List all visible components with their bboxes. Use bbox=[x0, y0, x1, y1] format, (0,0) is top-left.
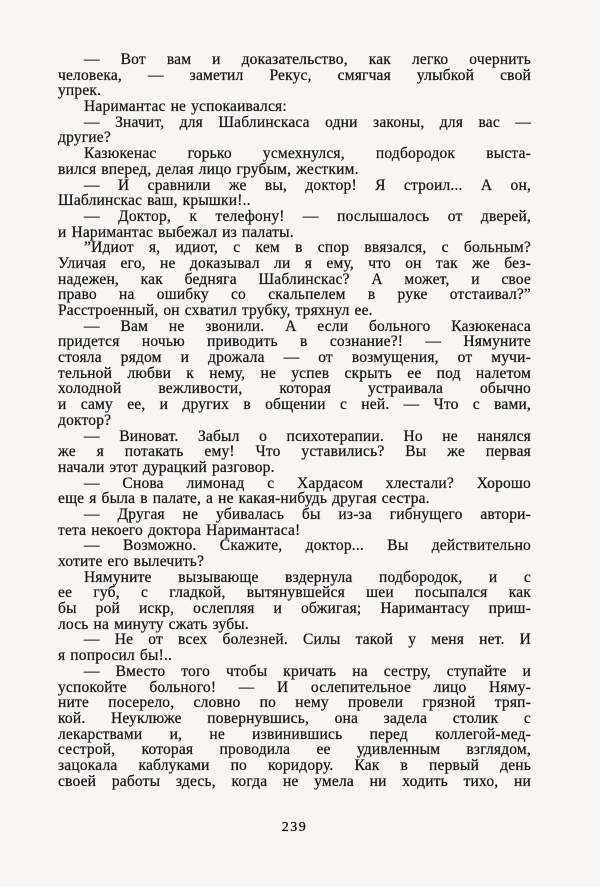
text-line: хотите его вылечить? bbox=[58, 553, 205, 570]
text-line: ее губ, с гладкой, вытянувшейся шеи посыпался как bbox=[58, 584, 531, 602]
text-line: вился вперед, делая лицо грубым, жестким. bbox=[58, 160, 359, 178]
page-number: 239 bbox=[281, 820, 308, 835]
text-line: — Виноват. Забыл о психотерапии. Но не нанялся bbox=[84, 427, 531, 445]
text-line: право на ошибку со скальпелем в руке отстаивал?” bbox=[58, 286, 531, 304]
page-text bbox=[58, 52, 531, 789]
text-line: упрек. bbox=[58, 82, 102, 100]
text-line: ните посерело, словно по нему провели грязной тряп- bbox=[58, 694, 531, 712]
text-line: — Значит, для Шаблинскаса одни законы, для вас — bbox=[84, 113, 531, 131]
text-line: Расстроенный, он схватил трубку, тряхнул ее. bbox=[58, 302, 373, 319]
text-line: — Вот вам и доказательство, как легко очернить bbox=[84, 51, 531, 68]
text-line: — Возможно. Скажите, доктор... Вы действительно bbox=[84, 537, 531, 555]
text-line: начали этот дурацкий разговор. bbox=[58, 458, 275, 476]
text-line: я попросил бы!.. bbox=[58, 647, 173, 665]
text-line: еще я была в палате, а не какая-нибудь другая сестра. bbox=[58, 490, 430, 508]
text-line: и Наримантас выбежал из палаты. bbox=[58, 223, 294, 241]
text-line: же я потакать ему! Что уставились? Вы же первая bbox=[58, 443, 531, 461]
text-line: успокойте больного! — И ослепительное лицо Няму- bbox=[58, 678, 531, 696]
text-line: лекарствами и, не извинившись перед коллегой-мед- bbox=[58, 725, 531, 743]
text-line: тельной любви к нему, не успев скрыть ее под налетом bbox=[58, 364, 531, 382]
text-line: доктор? bbox=[58, 411, 112, 429]
text-line: надежен, как бедняга Шаблинскас? А может, и свое bbox=[58, 270, 531, 288]
text-line: холодной вежливости, которая устраивала обычно bbox=[58, 380, 531, 398]
text-line: Шаблинскас ваш, крышки!.. bbox=[58, 192, 251, 210]
text-line: сестрой, которая проводила ее удивленным взглядом, bbox=[58, 741, 531, 759]
text-line: своей работы здесь, когда не умела ни ходить тихо, ни bbox=[58, 772, 531, 790]
text-line: — Вместо того чтобы кричать на сестру, ступайте и bbox=[84, 662, 531, 680]
text-line: зацокала каблуками по коридору. Как в первый день bbox=[58, 756, 531, 774]
text-line: ”Идиот я, идиот, с кем в спор ввязался, с больным? bbox=[84, 239, 531, 257]
text-line: лось на минуту сжать зубы. bbox=[58, 615, 249, 633]
text-line: — Снова лимонад с Хардасом хлестали? Хорошо bbox=[84, 474, 531, 492]
text-line: человека, — заметил Рекус, смягчая улыбкой свой bbox=[58, 66, 531, 84]
text-line: бы рой искр, ослепляя и обжигая; Наримантасу приш- bbox=[58, 600, 531, 618]
text-line: — Не от всех болезней. Силы такой у меня нет. И bbox=[84, 631, 531, 649]
text-line: — Доктор, к телефону! — послышалось от дверей, bbox=[84, 207, 531, 225]
text-line: Наримантас не успокаивался: bbox=[84, 98, 287, 116]
text-line: Уличая его, не доказывал ли я ему, что он так же без- bbox=[58, 254, 531, 272]
text-line: тета некоего доктора Наримантаса! bbox=[58, 521, 301, 539]
text-line: стояла рядом и дрожала — от возмущения, от мучи- bbox=[58, 349, 531, 367]
text-line: Казюкенас горько усмехнулся, подбородок выста- bbox=[84, 145, 531, 163]
text-line: — Другая не убивалась бы из-за гибнущего автори- bbox=[84, 505, 531, 523]
text-line: придется ночью приводить в сознание?! — Нямуните bbox=[58, 333, 531, 351]
text-line: и саму ее, и других в общении с ней. — Что с вами, bbox=[58, 396, 531, 414]
text-line: — И сравнили же вы, доктор! Я строил... А он, bbox=[84, 176, 531, 194]
text-line: другие? bbox=[58, 129, 111, 147]
text-line: кой. Неуклюже повернувшись, она задела столик с bbox=[58, 709, 531, 727]
text-line: — Вам не звонили. А если больного Казюкенаса bbox=[84, 317, 531, 335]
text-line: Нямуните вызывающе вздернула подбородок, и с bbox=[84, 568, 531, 586]
